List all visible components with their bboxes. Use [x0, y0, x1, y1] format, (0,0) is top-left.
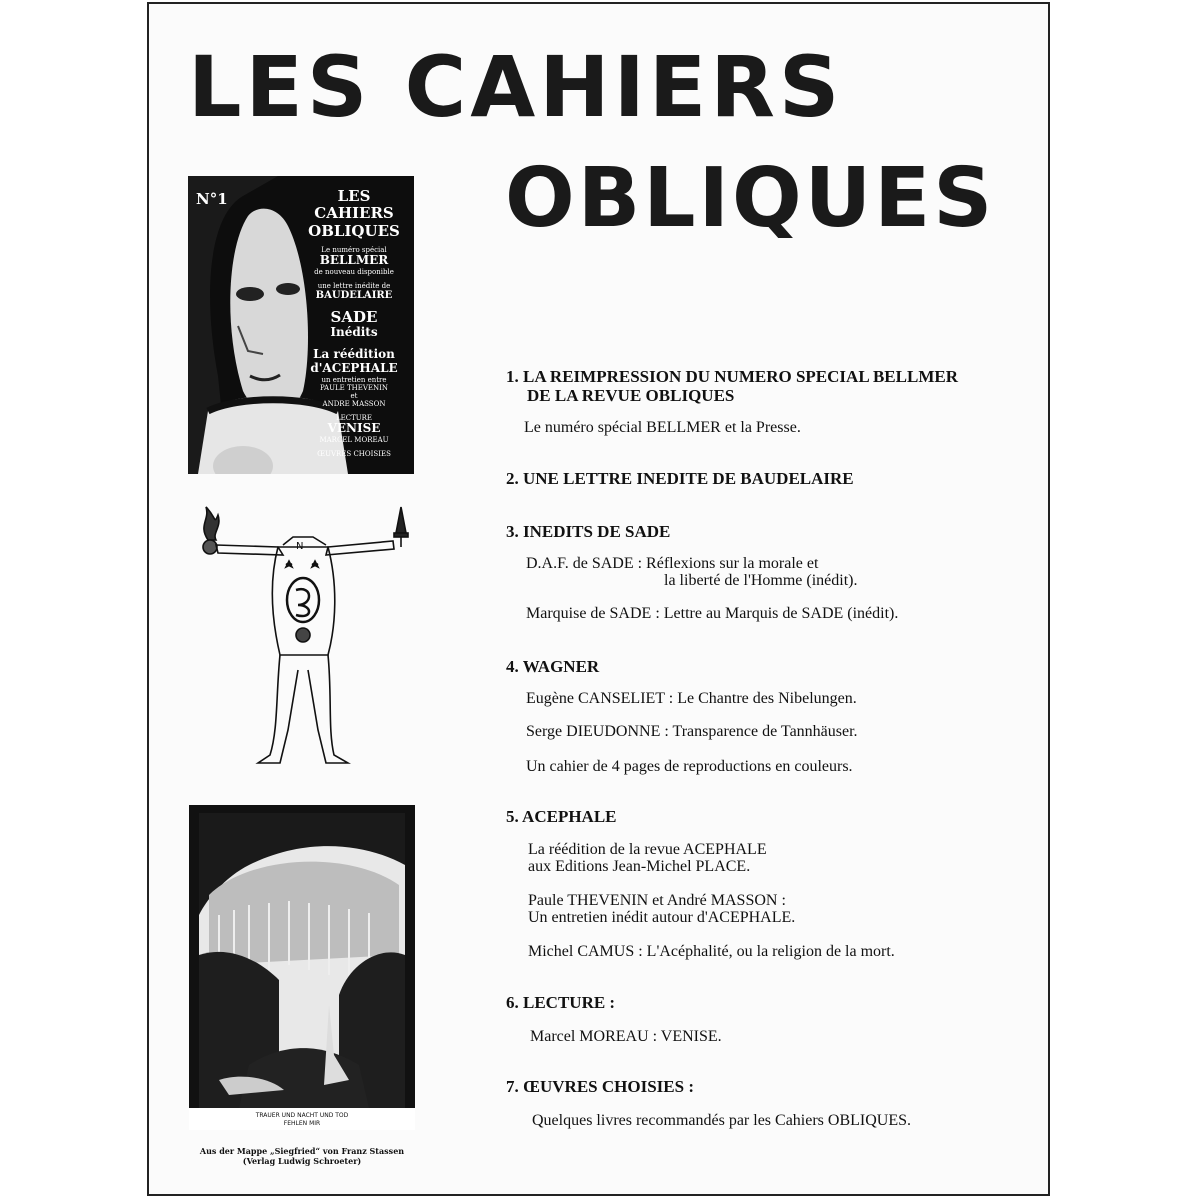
section-5-item: La réédition de la revue ACEPHALE: [528, 841, 767, 858]
section-4-item: Un cahier de 4 pages de reproductions en couleurs.: [526, 758, 853, 775]
section-3-item: la liberté de l'Homme (inédit).: [664, 572, 858, 589]
svg-text:N: N: [296, 541, 304, 552]
cover-image: [188, 176, 414, 474]
section-6-item: Marcel MOREAU : VENISE.: [530, 1028, 722, 1045]
section-4-heading: 4. WAGNER: [506, 657, 600, 676]
section-5-heading: 5. ACEPHALE: [506, 807, 617, 826]
section-7-heading: 7. ŒUVRES CHOISIES :: [506, 1077, 694, 1096]
title-line-1: LES CAHIERS: [188, 38, 844, 136]
section-3-heading: 3. INEDITS DE SADE: [506, 522, 671, 541]
section-1-heading-2: DE LA REVUE OBLIQUES: [527, 386, 735, 405]
cover-line: ANDRE MASSON: [322, 399, 386, 408]
painting-inscription-1: TRAUER UND NACHT UND TOD: [255, 1112, 349, 1119]
painting: [189, 805, 415, 1130]
cover-line: Le numéro spécial: [321, 245, 387, 254]
section-4-item: Eugène CANSELIET : Le Chantre des Nibelungen.: [526, 690, 857, 707]
cover-text: [298, 188, 410, 458]
section-6-heading: 6. LECTURE :: [506, 993, 616, 1012]
cover-line: VENISE: [327, 421, 381, 436]
section-3-item: D.A.F. de SADE : Réflexions sur la morale et: [526, 555, 819, 572]
title-line-2: OBLIQUES: [505, 151, 996, 246]
cover-line: OBLIQUES: [308, 221, 400, 240]
cover-line: MARCEL MOREAU: [319, 435, 389, 444]
cover-line: de nouveau disponible: [314, 267, 394, 276]
section-5-item: Michel CAMUS : L'Acéphalité, ou la religion de la mort.: [528, 943, 895, 960]
section-3-item: Marquise de SADE : Lettre au Marquis de SADE (inédit).: [526, 605, 899, 622]
acephale-figure: [188, 505, 416, 770]
cover-line: d'ACEPHALE: [310, 361, 398, 376]
cover-line: SADE: [330, 308, 378, 327]
section-7-item: Quelques livres recommandés par les Cahiers OBLIQUES.: [532, 1112, 912, 1129]
cover-line: une lettre inédite de: [317, 281, 391, 290]
section-1-heading: 1. LA REIMPRESSION DU NUMERO SPECIAL BELLMER: [506, 367, 958, 386]
cover-line: Inédits: [330, 325, 378, 340]
cover-line: BAUDELAIRE: [315, 289, 393, 301]
cover-line: LES CAHIERS: [314, 187, 394, 223]
cover-number: N°1: [196, 190, 228, 208]
cover-line: PAULE THEVENIN: [319, 383, 389, 392]
section-1-item: Le numéro spécial BELLMER et la Presse.: [524, 419, 801, 436]
painting-caption: Aus der Mappe „Siegfried“ von Franz Stassen (Verlag Ludwig Schroeter): [199, 1146, 405, 1166]
section-5-item: Un entretien inédit autour d'ACEPHALE.: [528, 909, 796, 926]
section-2-heading: 2. UNE LETTRE INEDITE DE BAUDELAIRE: [506, 469, 854, 488]
painting-inscription-2: FEHLEN MIR: [283, 1120, 321, 1127]
section-4-item: Serge DIEUDONNE : Transparence de Tannhäuser.: [526, 723, 858, 740]
cover-line: un entretien entre: [321, 375, 387, 384]
section-5-item: aux Editions Jean-Michel PLACE.: [528, 858, 751, 875]
cover-line: ŒUVRES CHOISIES: [317, 449, 391, 458]
cover-line: LECTURE: [335, 414, 373, 423]
cover-line: La réédition: [313, 347, 395, 362]
section-5-item: Paule THEVENIN et André MASSON :: [528, 892, 786, 909]
cover-line: BELLMER: [319, 252, 389, 267]
cover-line: et: [350, 391, 358, 400]
